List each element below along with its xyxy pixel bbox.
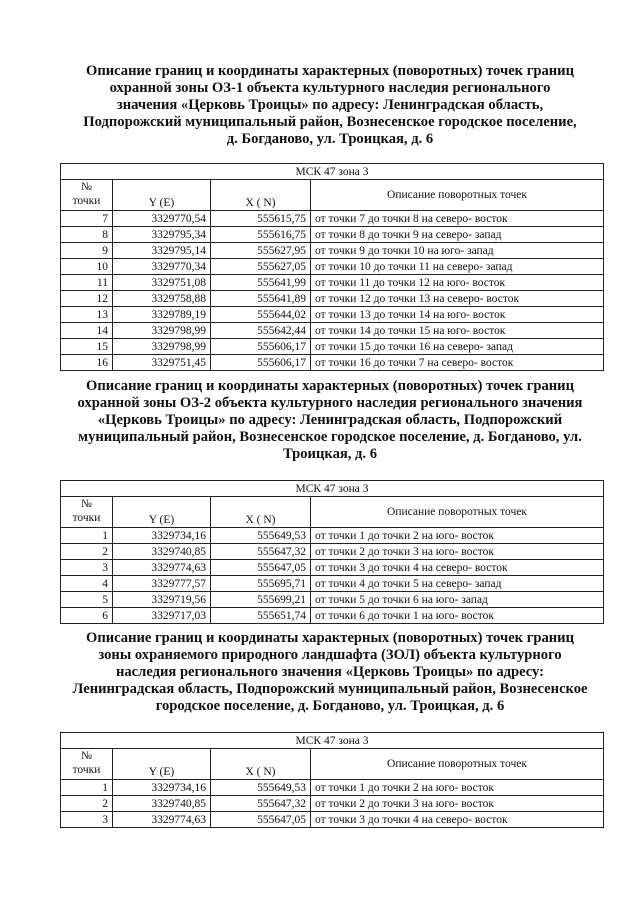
coordinate-system-row xyxy=(61,164,604,180)
point-description: от точки 11 до точки 12 на юго- восток xyxy=(311,275,604,291)
coord-y: 3329717,03 xyxy=(113,608,211,624)
coord-y: 3329740,85 xyxy=(113,544,211,560)
coord-x: 555647,32 xyxy=(211,796,311,812)
section-1-title: Описание границ и координаты характерных (поворотных) точек границ охранной зоны ОЗ-1 объекта культурного наследия регионального значения «Церковь Троицы» по адресу: Ленинградская область, Подпорожский муниципальный район, Вознесенское городское поселение, д. Богданово, ул. Троицкая, д. 6 xyxy=(83,63,577,147)
point-number: 3 xyxy=(61,560,113,576)
point-description: от точки 2 до точки 3 на юго- восток xyxy=(311,544,604,560)
coord-y: 3329751,45 xyxy=(113,355,211,371)
header-description: Описание поворотных точек xyxy=(311,749,604,780)
table-row xyxy=(61,780,604,796)
table-row xyxy=(61,796,604,812)
coord-x: 555606,17 xyxy=(211,339,311,355)
point-description: от точки 6 до точки 1 на юго- восток xyxy=(311,608,604,624)
point-description: от точки 3 до точки 4 на северо- восток xyxy=(311,560,604,576)
point-number: 3 xyxy=(61,812,113,828)
coord-x: 555641,89 xyxy=(211,291,311,307)
point-number: 12 xyxy=(61,291,113,307)
coordinate-system-row xyxy=(61,481,604,497)
coord-y: 3329751,08 xyxy=(113,275,211,291)
coord-x: 555695,71 xyxy=(211,576,311,592)
header-point-number xyxy=(61,180,113,211)
point-description: от точки 9 до точки 10 на юго- запад xyxy=(311,243,604,259)
point-number: 13 xyxy=(61,307,113,323)
coord-y: 3329789,19 xyxy=(113,307,211,323)
coord-x: 555649,53 xyxy=(211,528,311,544)
point-number: 9 xyxy=(61,243,113,259)
header-x-n: X ( N) xyxy=(211,749,311,780)
header-number-sign: № xyxy=(81,750,92,762)
point-number: 10 xyxy=(61,259,113,275)
point-description: от точки 15 до точки 16 на северо- запад xyxy=(311,339,604,355)
coord-x: 555699,21 xyxy=(211,592,311,608)
coord-y: 3329734,16 xyxy=(113,528,211,544)
header-x-n: X ( N) xyxy=(211,497,311,528)
table-row xyxy=(61,608,604,624)
point-description: от точки 7 до точки 8 на северо- восток xyxy=(311,211,604,227)
coord-x: 555647,05 xyxy=(211,560,311,576)
table-header-row xyxy=(61,180,604,211)
point-description: от точки 5 до точки 6 на юго- запад xyxy=(311,592,604,608)
point-number: 7 xyxy=(61,211,113,227)
point-description: от точки 1 до точки 2 на юго- восток xyxy=(311,780,604,796)
coord-x: 555651,74 xyxy=(211,608,311,624)
point-description: от точки 13 до точки 14 на юго- восток xyxy=(311,307,604,323)
table-row xyxy=(61,339,604,355)
point-description: от точки 12 до точки 13 на северо- восток xyxy=(311,291,604,307)
table-row xyxy=(61,576,604,592)
section-2-title: Описание границ и координаты характерных (поворотных) точек границ охранной зоны ОЗ-2 объекта культурного наследия регионального значения «Церковь Троицы» по адресу: Ленинградская область, Подпорожский муниципальный район, Вознесенское городское поселение, д. Богданово, ул. Троицкая, д. 6 xyxy=(77,378,583,462)
coord-x: 555627,05 xyxy=(211,259,311,275)
coord-y: 3329774,63 xyxy=(113,812,211,828)
table-row xyxy=(61,812,604,828)
header-points-word: точки xyxy=(72,512,101,524)
table-row xyxy=(61,323,604,339)
coord-x: 555627,95 xyxy=(211,243,311,259)
table-row xyxy=(61,592,604,608)
coord-y: 3329798,99 xyxy=(113,323,211,339)
point-number: 2 xyxy=(61,796,113,812)
point-number: 16 xyxy=(61,355,113,371)
header-number-sign: № xyxy=(81,498,92,510)
table-row xyxy=(61,275,604,291)
coord-x: 555641,99 xyxy=(211,275,311,291)
table-row xyxy=(61,291,604,307)
header-y-e: Y (E) xyxy=(113,749,211,780)
table-header-row xyxy=(61,749,604,780)
coord-y: 3329719,56 xyxy=(113,592,211,608)
point-number: 4 xyxy=(61,576,113,592)
point-description: от точки 2 до точки 3 на юго- восток xyxy=(311,796,604,812)
coord-y: 3329770,54 xyxy=(113,211,211,227)
point-description: от точки 8 до точки 9 на северо- запад xyxy=(311,227,604,243)
point-description: от точки 16 до точки 7 на северо- восток xyxy=(311,355,604,371)
table-row xyxy=(61,227,604,243)
table-row xyxy=(61,307,604,323)
coord-y: 3329795,34 xyxy=(113,227,211,243)
coord-x: 555615,75 xyxy=(211,211,311,227)
table-row xyxy=(61,355,604,371)
coord-x: 555644,02 xyxy=(211,307,311,323)
coord-x: 555642,44 xyxy=(211,323,311,339)
table-row xyxy=(61,544,604,560)
point-description: от точки 3 до точки 4 на северо- восток xyxy=(311,812,604,828)
coord-x: 555606,17 xyxy=(211,355,311,371)
coord-y: 3329770,34 xyxy=(113,259,211,275)
header-number-sign: № xyxy=(81,181,92,193)
point-number: 11 xyxy=(61,275,113,291)
coord-y: 3329795,14 xyxy=(113,243,211,259)
header-description: Описание поворотных точек xyxy=(311,497,604,528)
coordinate-system-label: МСК 47 зона 3 xyxy=(61,164,604,180)
header-y-e: Y (E) xyxy=(113,180,211,211)
header-x-n: X ( N) xyxy=(211,180,311,211)
coordinates-table-zol xyxy=(60,732,604,828)
point-number: 14 xyxy=(61,323,113,339)
point-number: 15 xyxy=(61,339,113,355)
table-row xyxy=(61,211,604,227)
header-point-number xyxy=(61,749,113,780)
section-3-title: Описание границ и координаты характерных (поворотных) точек границ зоны охраняемого природного ландшафта (ЗОЛ) объекта культурного наследия регионального значения «Церковь Троицы» по адресу: Ленинградская область, Подпорожский муниципальный район, Вознесенское городское поселение, д. Богданово, ул. Троицкая, д. 6 xyxy=(72,630,588,714)
coord-y: 3329740,85 xyxy=(113,796,211,812)
table-row xyxy=(61,560,604,576)
header-points-word: точки xyxy=(72,764,101,776)
point-description: от точки 4 до точки 5 на северо- запад xyxy=(311,576,604,592)
coord-y: 3329798,99 xyxy=(113,339,211,355)
point-number: 2 xyxy=(61,544,113,560)
point-number: 5 xyxy=(61,592,113,608)
coordinate-system-row xyxy=(61,733,604,749)
header-y-e: Y (E) xyxy=(113,497,211,528)
table-row xyxy=(61,259,604,275)
coord-x: 555616,75 xyxy=(211,227,311,243)
point-description: от точки 14 до точки 15 на юго- восток xyxy=(311,323,604,339)
coord-y: 3329777,57 xyxy=(113,576,211,592)
coord-y: 3329758,88 xyxy=(113,291,211,307)
point-number: 1 xyxy=(61,780,113,796)
coord-x: 555647,32 xyxy=(211,544,311,560)
header-points-word: точки xyxy=(72,195,101,207)
point-number: 8 xyxy=(61,227,113,243)
coord-y: 3329734,16 xyxy=(113,780,211,796)
point-description: от точки 10 до точки 11 на северо- запад xyxy=(311,259,604,275)
header-point-number xyxy=(61,497,113,528)
coord-y: 3329774,63 xyxy=(113,560,211,576)
table-header-row xyxy=(61,497,604,528)
coordinates-table-oz2 xyxy=(60,480,604,624)
point-number: 6 xyxy=(61,608,113,624)
coordinates-table-oz1 xyxy=(60,163,604,371)
coord-x: 555649,53 xyxy=(211,780,311,796)
point-description: от точки 1 до точки 2 на юго- восток xyxy=(311,528,604,544)
point-number: 1 xyxy=(61,528,113,544)
table-row xyxy=(61,243,604,259)
table-row xyxy=(61,528,604,544)
coord-x: 555647,05 xyxy=(211,812,311,828)
coordinate-system-label: МСК 47 зона 3 xyxy=(61,481,604,497)
coordinate-system-label: МСК 47 зона 3 xyxy=(61,733,604,749)
header-description: Описание поворотных точек xyxy=(311,180,604,211)
